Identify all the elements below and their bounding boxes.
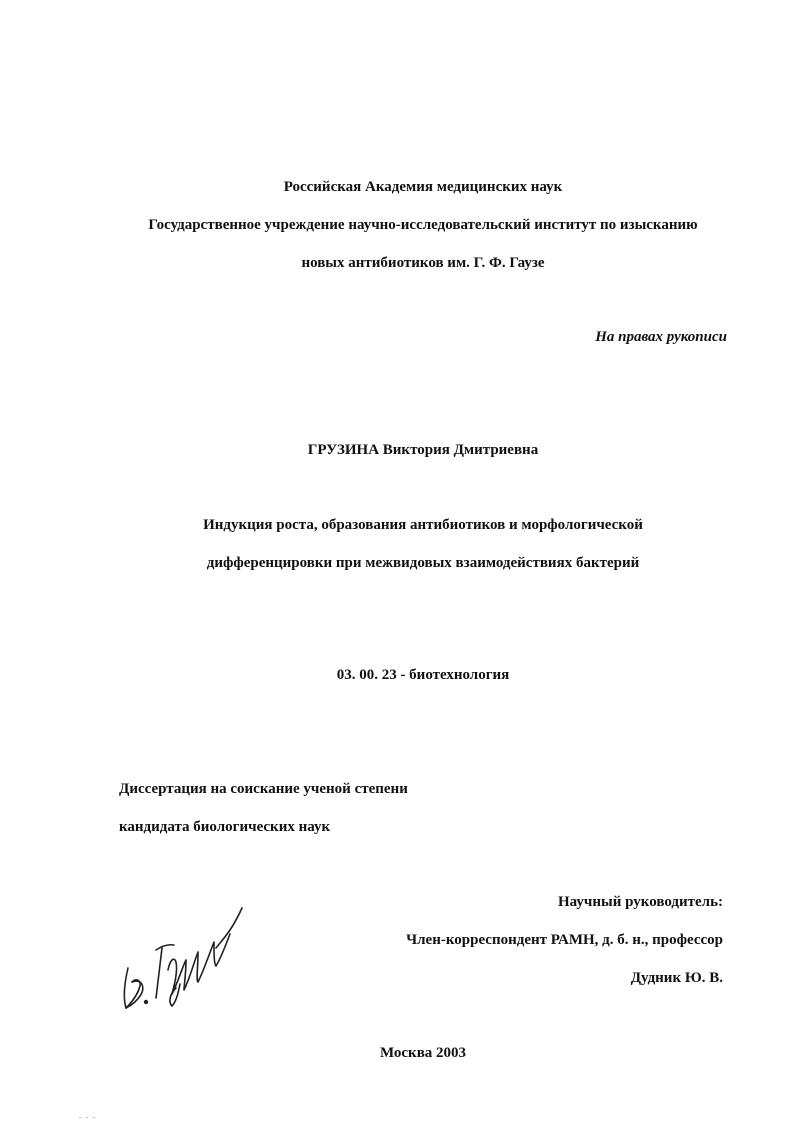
supervisor-position: Член-корреспондент РАМН, д. б. н., профессор — [406, 932, 723, 948]
degree-line-2: кандидата биологических наук — [119, 819, 331, 835]
author-name: ГРУЗИНА Виктория Дмитриевна — [307, 442, 539, 458]
title-line-1: Индукция роста, образования антибиотиков и морфологической — [203, 517, 643, 533]
rights-notice: На правах рукописи — [595, 329, 727, 345]
title-line-2: дифференцировки при межвидовых взаимодействиях бактерий — [206, 555, 640, 571]
signature-stroke-flourish — [216, 908, 242, 948]
signature-stroke-letter-v — [124, 968, 140, 1008]
place-year: Москва 2003 — [379, 1045, 467, 1061]
signature-stroke-letter-g — [156, 945, 174, 998]
specialty-code: 03. 00. 23 - биотехнология — [336, 667, 510, 683]
scan-speck — [93, 1117, 95, 1118]
supervisor-name: Дудник Ю. В. — [630, 970, 723, 986]
institution-line-2: новых антибиотиков им. Г. Ф. Гаузе — [301, 255, 545, 271]
institution-line-1: Государственное учреждение научно-исследовательский институт по изысканию — [148, 217, 698, 233]
scan-speck — [86, 1117, 88, 1118]
signature-dot — [145, 1001, 148, 1004]
degree-line-1: Диссертация на соискание ученой степени — [119, 781, 408, 797]
supervisor-label: Научный руководитель: — [558, 894, 723, 910]
scan-speck — [79, 1117, 81, 1118]
academy-name: Российская Академия медицинских наук — [283, 179, 563, 195]
handwritten-signature — [118, 890, 248, 1015]
